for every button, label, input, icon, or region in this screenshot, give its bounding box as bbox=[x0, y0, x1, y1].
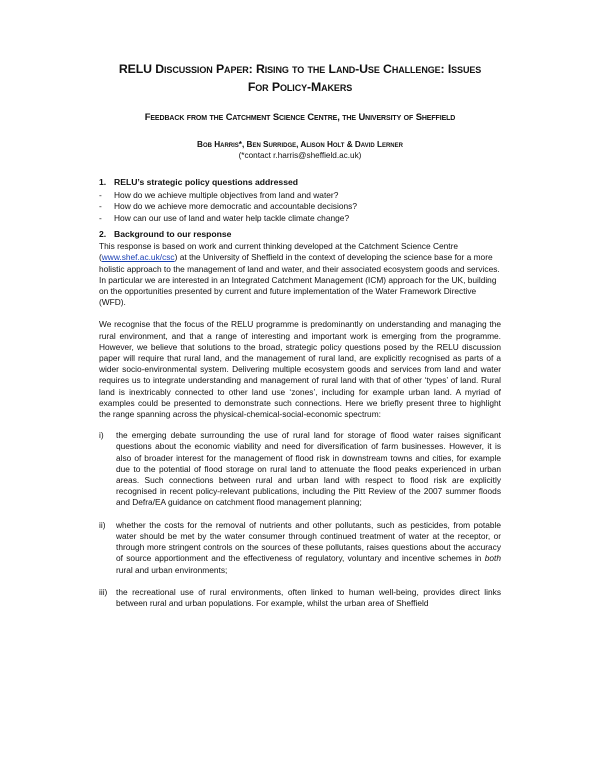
paper-title bbox=[99, 0, 501, 96]
title-line-2: For Policy-Makers bbox=[247, 80, 353, 94]
item-text: the emerging debate surrounding the use of rural land for storage of flood water raises significant questions about the economic viability and need for diversification of farm businesses. However, it is also of broader interest for the management of flood risk in downstream towns and cities, for example due to the potential of flood storage on rural land to attenuate the flood peaks experienced in urban areas. Such connections between rural and urban land with respect to flood risk are explicitly recognised in recent policy-relevant publications, including the Pitt Review of the 2007 summer floods and Defra/EA guidance on catchment flood management planning; bbox=[116, 430, 501, 508]
title-line-1: RELU Discussion Paper: Rising to the Land-Use Challenge: Issues bbox=[118, 62, 482, 76]
section-2-number: 2. bbox=[99, 229, 107, 240]
list-item bbox=[99, 520, 501, 576]
list-item: - How do we achieve multiple objectives from land and water? bbox=[99, 190, 339, 200]
item-label: i) bbox=[99, 430, 104, 441]
item-label: ii) bbox=[99, 519, 106, 530]
list-item: - How do we achieve more democratic and accountable decisions? bbox=[99, 201, 358, 212]
paper-subtitle: Feedback from the Catchment Science Centre, the University of Sheffield bbox=[144, 111, 456, 122]
section-1-title: RELU’s strategic policy questions addressed bbox=[114, 177, 299, 187]
policy-question-list bbox=[99, 190, 501, 224]
author-list: Bob Harris*, Ben Surridge, Alison Holt & David Lerner bbox=[197, 140, 403, 149]
dash-bullet: - bbox=[99, 190, 102, 200]
section-1-heading bbox=[99, 177, 501, 188]
dash-bullet: - bbox=[99, 212, 102, 223]
list-item: - How can our use of land and water help tackle climate change? bbox=[99, 212, 350, 223]
emphasis-both: both bbox=[484, 553, 501, 564]
csc-website-link[interactable]: www.shef.ac.uk/csc bbox=[101, 252, 175, 263]
examples-list bbox=[99, 430, 501, 609]
paragraph-recognition: We recognise that the focus of the RELU programme is predominantly on understanding and managing the rural environment, and that a range of interesting and important work is emerging from the programme. However, we believe that solutions to the broad, strategic policy questions posed by the RELU discussion paper will require that rural land, and the management of rural land, are explicitly recognised as parts of a wider socio-environmental system. Delivering multiple ecosystem goods and services from land and water requires us to integrate understanding and management of rural land with that of other ‘types’ of land. Rural land is inextricably connected to other land use ‘zones’, including for example urban land. A myriad of examples could be presented to demonstrate such connections. Here we briefly present three to highlight the range spanning across the physical-chemical-social-economic spectrum: bbox=[99, 319, 501, 420]
paragraph-background: This response is based on work and current thinking developed at the Catchment Science Centre (www.shef.ac.uk/csc) at the University of Sheffield in the context of developing the science base for a more holistic approach to the management of land and water, and their associated ecosystem goods and services. In particular we are interested in an Integrated Catchment Management (ICM) approach for the UK, building on the opportunities presented by current and future implementation of the Water Framework Directive (WFD). bbox=[99, 241, 500, 308]
item-text: whether the costs for the removal of nutrients and other pollutants, such as pesticides, from potable water should be met by the water consumer through continued treatment of water at the receptor, or through more stringent controls on the sources of these pollutants, raises questions about the accuracy of source apportionment and the effectiveness of regulatory, voluntary and incentive schemes in both rural and urban environments; bbox=[116, 519, 501, 575]
list-item bbox=[99, 587, 501, 609]
dash-bullet: - bbox=[99, 201, 102, 212]
section-2-heading bbox=[99, 229, 501, 240]
list-item bbox=[99, 430, 501, 508]
contact-line: (*contact r.harris@sheffield.ac.uk) bbox=[238, 151, 362, 160]
item-text: the recreational use of rural environments, often linked to human well-being, provides direct links between rural and urban populations. For example, whilst the urban area of Sheffield bbox=[116, 586, 501, 608]
section-2-title: Background to our response bbox=[114, 229, 232, 240]
section-1-number: 1. bbox=[99, 177, 107, 187]
item-label: iii) bbox=[99, 586, 108, 597]
